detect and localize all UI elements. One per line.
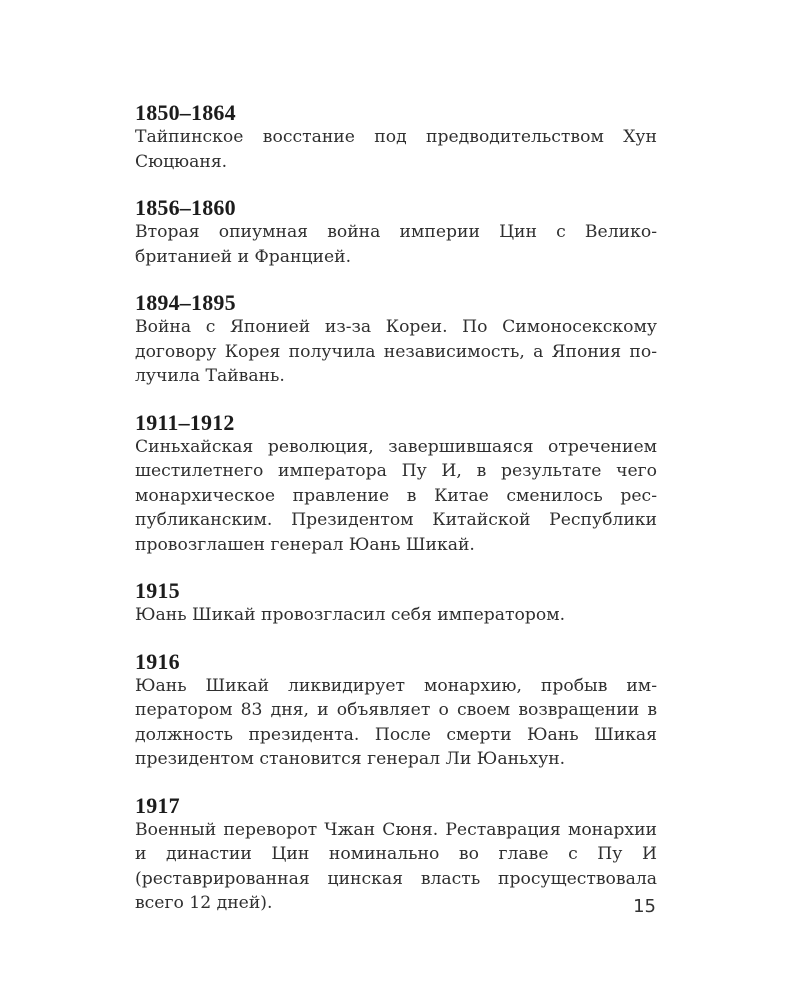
timeline-entry-1915	[135, 578, 657, 628]
entry-year: 1916	[135, 648, 180, 674]
entry-year: 1856–1860	[135, 195, 236, 220]
timeline-entry-1850-1864	[135, 100, 657, 174]
entry-year: 1917	[135, 792, 180, 818]
timeline-entry-1917	[135, 793, 657, 916]
entry-text: Синьхайская революция, завершившаяся отречением шестилетнего императора Пу И, в результате чего монархическое правление в Китае сменилось республиканским. Президентом Китайской Республики провозглашен генерал Юань Шикай.	[135, 436, 657, 555]
entry-text: Юань Шикай провозгласил себя императором.	[135, 605, 566, 625]
timeline-entry-1916	[135, 649, 657, 772]
timeline-entry-1894-1895	[135, 290, 657, 389]
entry-year: 1894–1895	[135, 290, 236, 315]
entry-text: Тайпинское восстание под предводительством Хун Сюцюаня.	[135, 127, 657, 172]
entry-year: 1850–1864	[135, 100, 236, 125]
timeline-entry-1911-1912	[135, 410, 657, 558]
timeline-page	[135, 100, 657, 937]
entry-text: Юань Шикай ликвидирует монархию, пробыв императором 83 дня, и объявляет о своем возвращении в должность президента. После смерти Юань Шикая президентом становится генерал Ли Юаньхун.	[135, 675, 657, 769]
entry-text: Военный переворот Чжан Сюня. Реставрация монархии и династии Цин номинально во главе с Пу И (реставрированная цинская власть просуществовала всего 12 дней).	[135, 819, 657, 913]
entry-year: 1915	[135, 578, 180, 603]
page-number: 15	[633, 896, 656, 917]
entry-year: 1911–1912	[135, 409, 235, 435]
entry-text: Вторая опиумная война империи Цин с Великобританией и Францией.	[135, 222, 657, 267]
entry-text: Война с Японией из-за Кореи. По Симоносекскому договору Корея получила независимость, а Япония получила Тайвань.	[135, 317, 657, 386]
timeline-entry-1856-1860	[135, 195, 657, 269]
